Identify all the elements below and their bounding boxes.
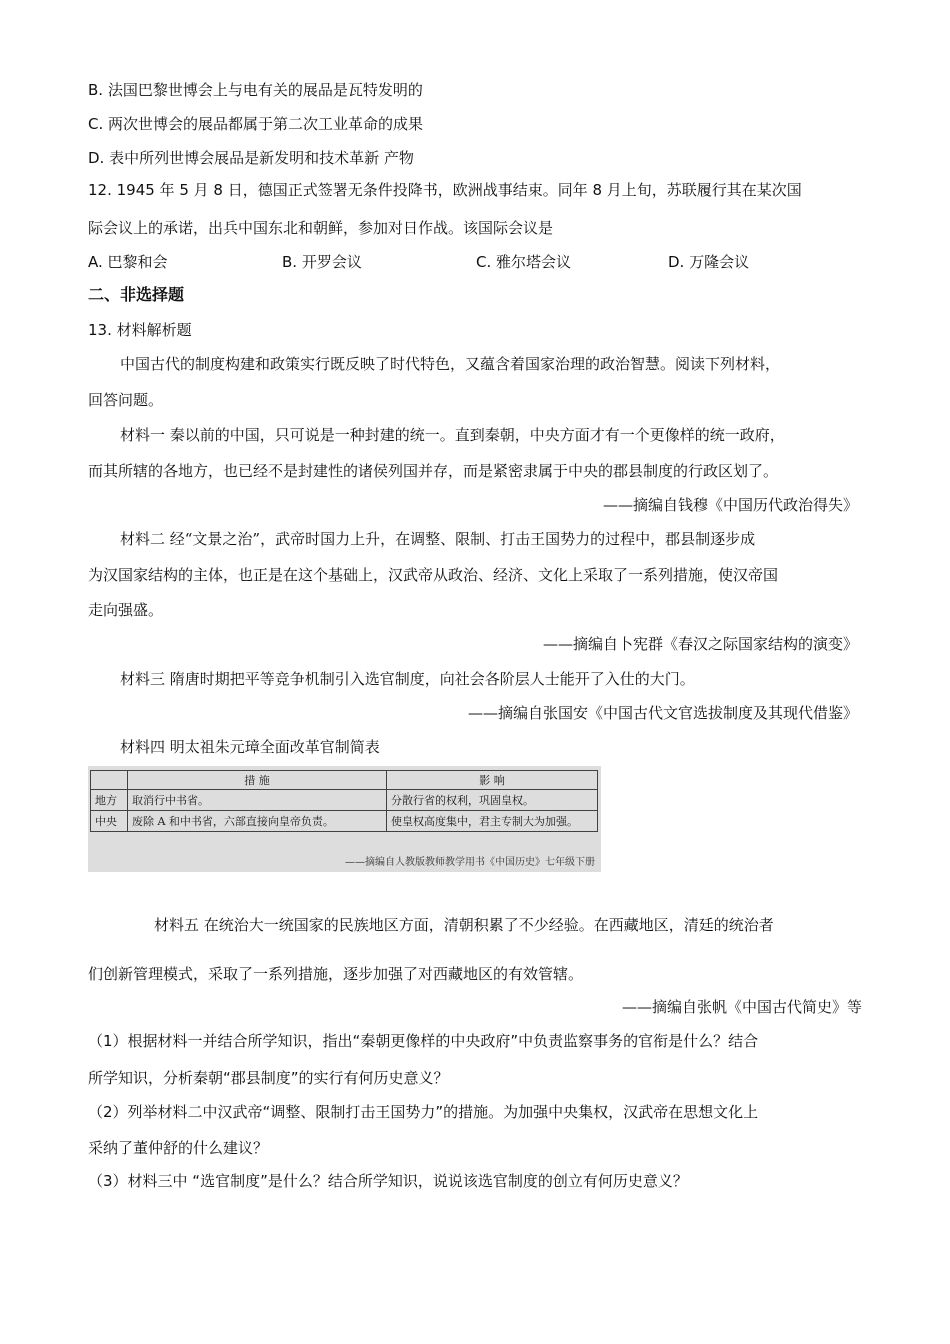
question-13-title: 13. 材料解析题 — [88, 321, 192, 339]
option-c: C. 雅尔塔会议 — [476, 253, 572, 271]
material-1-line-1: 材料一 秦以前的中国，只可说是一种封建的统一。直到秦朝，中央方面才有一个更像样的统一政府， — [120, 426, 785, 444]
table-caption: ——摘编自人教版教师教学用书《中国历史》七年级下册 — [345, 857, 595, 868]
question-12-line-1: 12. 1945 年 5 月 8 日，德国正式签署无条件投降书，欧洲战事结束。同年 8 月上旬，苏联履行其在某次国 — [88, 181, 802, 199]
option-b: B. 开罗会议 — [282, 253, 362, 271]
material-1-line-2: 而其所辖的各地方，也已经不是封建性的诸侯列国并存，而是紧密隶属于中央的郡县制度的行政区划了。 — [88, 462, 779, 480]
row-measure: 取消行中书省。 — [128, 790, 387, 811]
row-measure: 废除 A 和中书省，六部直接向皇帝负责。 — [128, 811, 387, 832]
row-label: 地方 — [91, 790, 128, 811]
table-row — [91, 811, 598, 832]
material-2-line-3: 走向强盛。 — [88, 601, 164, 619]
table-header-measures: 措 施 — [128, 771, 387, 790]
material-5-line-1: 材料五 在统治大一统国家的民族地区方面，清朝积累了不少经验。在西藏地区，清廷的统治者 — [154, 916, 774, 934]
intro-line-2: 回答问题。 — [88, 391, 164, 409]
material-2-source: ——摘编自卜宪群《春汉之际国家结构的演变》 — [542, 635, 858, 653]
material-1-source: ——摘编自钱穆《中国历代政治得失》 — [602, 496, 858, 514]
material-5-line-2: 们创新管理模式，采取了一系列措施，逐步加强了对西藏地区的有效管辖。 — [88, 965, 584, 983]
table-corner — [91, 771, 128, 790]
sub-question-1-line-1: （1）根据材料一并结合所学知识，指出“秦朝更像样的中央政府”中负责监察事务的官衔是什么？结合 — [88, 1032, 759, 1050]
section-title: 二、非选择题 — [88, 285, 185, 304]
material-2-line-1: 材料二 经“文景之治”，武帝时国力上升，在调整、限制、打击王国势力的过程中，郡县制逐步成 — [120, 530, 756, 548]
table-row — [91, 790, 598, 811]
sub-question-1-line-2: 所学知识，分析秦朝“郡县制度”的实行有何历史意义？ — [88, 1069, 449, 1087]
row-impact: 使皇权高度集中，君主专制大为加强。 — [387, 811, 598, 832]
material-3-line-1: 材料三 隋唐时期把平等竞争机制引入选官制度，向社会各阶层人士能开了入仕的大门。 — [120, 670, 695, 688]
table-header-impact: 影 响 — [387, 771, 598, 790]
row-label: 中央 — [91, 811, 128, 832]
question-12-line-2: 际会议上的承诺，出兵中国东北和朝鲜，参加对日作战。该国际会议是 — [88, 219, 554, 237]
reform-table — [90, 770, 598, 832]
material-3-source: ——摘编自张国安《中国古代文官选拔制度及其现代借鉴》 — [467, 704, 858, 722]
sub-question-2-line-1: （2）列举材料二中汉武帝“调整、限制打击王国势力”的措施。为加强中央集权，汉武帝在思想文化上 — [88, 1103, 759, 1121]
option-d: D. 表中所列世博会展品是新发明和技术革新 产物 — [88, 149, 414, 167]
option-a: A. 巴黎和会 — [88, 253, 168, 271]
intro-line-1: 中国古代的制度构建和政策实行既反映了时代特色，又蕴含着国家治理的政治智慧。阅读下列材料， — [120, 355, 781, 373]
row-impact: 分散行省的权利，巩固皇权。 — [387, 790, 598, 811]
option-d: D. 万隆会议 — [668, 253, 750, 271]
option-c: C. 两次世博会的展品都属于第二次工业革命的成果 — [88, 115, 424, 133]
material-4-table-image — [88, 766, 601, 872]
material-4-title: 材料四 明太祖朱元璋全面改革官制简表 — [120, 738, 380, 756]
option-b: B. 法国巴黎世博会上与电有关的展品是瓦特发明的 — [88, 81, 423, 99]
material-2-line-2: 为汉国家结构的主体，也正是在这个基础上，汉武帝从政治、经济、文化上采取了一系列措施，使汉帝国 — [88, 566, 779, 584]
sub-question-3-line-1: （3）材料三中 “选官制度”是什么？结合所学知识，说说该选官制度的创立有何历史意义？ — [88, 1172, 688, 1190]
sub-question-2-line-2: 采纳了董仲舒的什么建议？ — [88, 1139, 269, 1157]
material-5-source: ——摘编自张帆《中国古代简史》等 — [621, 998, 862, 1016]
